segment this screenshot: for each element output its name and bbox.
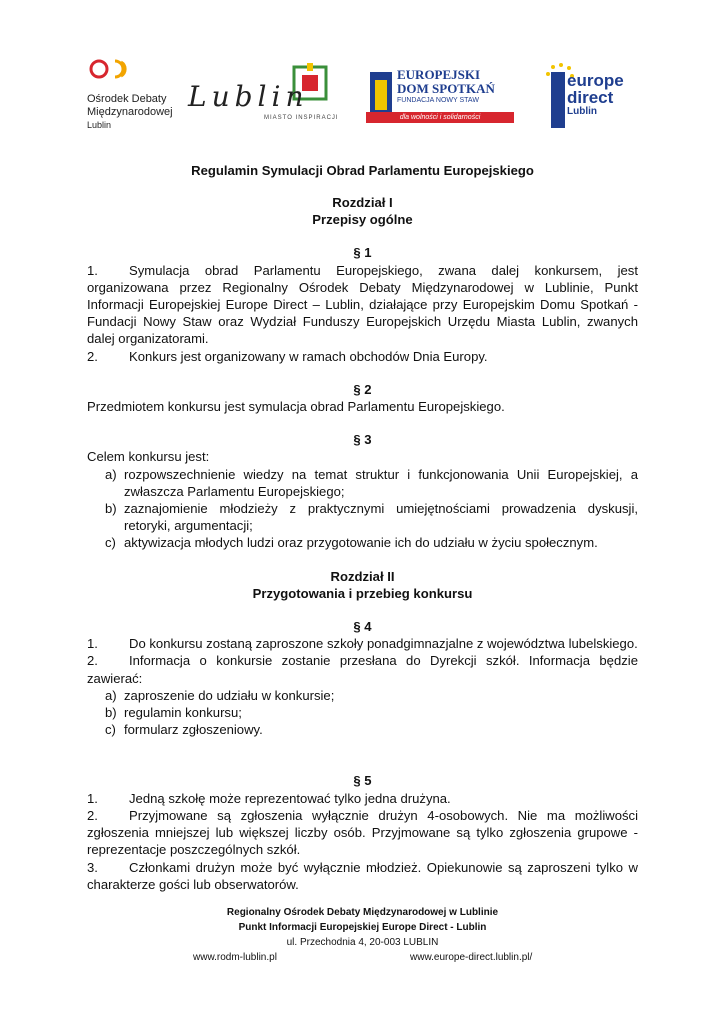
section-4-p2-number: 2. bbox=[87, 653, 98, 669]
section-1-heading: § 1 bbox=[353, 245, 372, 261]
section-5-p3-text: Członkami drużyn może być wyłącznie młodzież. Opiekunowie są zaproszeni tylko w charakterze gości lub obserwatorów. bbox=[87, 859, 638, 892]
section-5-p2-number: 2. bbox=[87, 807, 98, 823]
chapter-2-subtitle: Przygotowania i przebieg konkursu bbox=[252, 585, 473, 601]
rodm-line2: Międzynarodowej bbox=[87, 106, 173, 118]
list-item-label: b) bbox=[105, 705, 117, 721]
rodm-logo-mark-icon bbox=[88, 58, 133, 84]
logo-bar bbox=[0, 58, 725, 138]
list-item-label: c) bbox=[105, 535, 116, 551]
eds-logo bbox=[366, 68, 516, 128]
footer-links bbox=[0, 950, 725, 965]
section-5-p1-number: 1. bbox=[87, 790, 98, 806]
section-5-paragraph-3 bbox=[87, 859, 638, 893]
list-item-text: zaproszenie do udziału w konkursie; bbox=[124, 687, 335, 703]
list-item-text: rozpowszechnienie wiedzy na temat struktur i funkcjonowania Unii Europejskiej, a zwłaszcza Parlamentu Europejskiego; bbox=[124, 466, 638, 499]
ed-line3: Lublin bbox=[567, 106, 597, 117]
document-body bbox=[87, 160, 638, 893]
section-3-heading: § 3 bbox=[353, 432, 372, 448]
ed-line2: direct bbox=[567, 88, 614, 107]
section-1-paragraph-2 bbox=[87, 348, 638, 365]
list-item bbox=[105, 534, 638, 551]
chapter-1-subtitle: Przepisy ogólne bbox=[312, 212, 413, 228]
section-1-p1-text: Symulacja obrad Parlamentu Europejskiego, zwana dalej konkursem, jest organizowana przez Regionalny Ośrodek Debaty Międzynarodowej w Lublinie, Punkt Informacji Europejskiej Europe Direct – Lublin, działające przy Europejskim Domu Spotkań - Fundacji Nowy Staw oraz Wydział Funduszy Europejskich Urzędu Miasta Lublin, zwanych dalej organizatorami. bbox=[87, 262, 638, 347]
lublin-name: Lublin bbox=[188, 80, 309, 113]
eds-line2: DOM SPOTKAŃ bbox=[397, 81, 495, 96]
list-item-text: aktywizacja młodych ludzi oraz przygotowanie ich do udziału w życiu społecznym. bbox=[124, 535, 598, 551]
chapter-2-title: Rozdział II bbox=[330, 568, 395, 584]
lublin-tagline: MIASTO INSPIRACJI bbox=[264, 115, 339, 121]
section-5-p2-text: Przyjmowane są zgłoszenia wyłącznie drużyn 4-osobowych. Nie ma możliwości zgłoszenia mniejszej lub większej liczby osób. Przyjmowane są tylko zgłoszenia grupowe - reprezentacje poszczególnych szkół. bbox=[87, 807, 638, 858]
document-title: Regulamin Symulacji Obrad Parlamentu Europejskiego bbox=[191, 163, 534, 178]
section-3-intro: Celem konkursu jest: bbox=[87, 449, 210, 465]
list-item-label: c) bbox=[105, 722, 116, 738]
page-footer bbox=[0, 905, 725, 965]
section-5-p1-text: Jedną szkołę może reprezentować tylko jedna drużyna. bbox=[129, 790, 451, 806]
section-4-p1-number: 1. bbox=[87, 636, 98, 652]
section-2-paragraph: Przedmiotem konkursu jest symulacja obrad Parlamentu Europejskiego. bbox=[87, 399, 505, 415]
list-item bbox=[105, 721, 638, 738]
footer-line1: Regionalny Ośrodek Debaty Międzynarodowej w Lublinie bbox=[226, 907, 499, 918]
chapter-1-title: Rozdział I bbox=[332, 195, 393, 210]
section-1-p2-text: Konkurs jest organizowany w ramach obchodów Dnia Europy. bbox=[129, 348, 488, 364]
section-4-heading: § 4 bbox=[353, 619, 372, 635]
ed-line1: europe bbox=[567, 71, 624, 90]
list-item-label: a) bbox=[105, 466, 117, 482]
list-item-label: b) bbox=[105, 501, 117, 517]
rodm-line1: Ośrodek Debaty bbox=[87, 93, 167, 105]
eds-line1: EUROPEJSKI bbox=[397, 67, 481, 82]
list-item-text: regulamin konkursu; bbox=[124, 705, 242, 721]
section-5-p3-number: 3. bbox=[87, 859, 98, 875]
section-4-paragraph-2 bbox=[87, 652, 638, 686]
section-4-list bbox=[87, 687, 638, 739]
section-5-paragraph-1 bbox=[87, 790, 638, 807]
section-1-p2-number: 2. bbox=[87, 348, 98, 364]
section-2-heading: § 2 bbox=[353, 381, 372, 397]
eds-line4: dla wolności i solidarności bbox=[366, 112, 514, 123]
list-item bbox=[105, 687, 638, 704]
section-4-p2-text: Informacja o konkursie zostanie przesłana do Dyrekcji szkół. Informacja będzie zawierać: bbox=[87, 653, 638, 686]
lublin-logo bbox=[180, 58, 340, 128]
section-1-p1-number: 1. bbox=[87, 262, 98, 278]
section-1-paragraph-1 bbox=[87, 262, 638, 348]
rodm-line3: Lublin bbox=[87, 120, 112, 130]
rodm-logo bbox=[87, 58, 187, 138]
list-item-text: zaznajomienie młodzieży z praktycznymi umiejętnościami prowadzenia dyskusji, retoryki, argumentacji; bbox=[124, 501, 638, 534]
europe-direct-logo bbox=[545, 62, 635, 136]
list-item bbox=[105, 704, 638, 721]
footer-www-europe-direct[interactable]: www.europe-direct.lublin.pl/ bbox=[410, 952, 533, 963]
list-item-text: formularz zgłoszeniowy. bbox=[124, 722, 263, 738]
section-3-list bbox=[87, 466, 638, 552]
footer-line2: Punkt Informacji Europejskiej Europe Direct - Lublin bbox=[238, 922, 487, 933]
footer-address: ul. Przechodnia 4, 20-003 LUBLIN bbox=[286, 937, 439, 948]
footer-www-rodm[interactable]: www.rodm-lublin.pl bbox=[193, 952, 277, 963]
section-5-paragraph-2 bbox=[87, 807, 638, 859]
list-item-label: a) bbox=[105, 687, 117, 703]
section-5-heading: § 5 bbox=[353, 773, 372, 789]
list-item bbox=[105, 466, 638, 500]
section-4-paragraph-1 bbox=[87, 635, 638, 652]
eds-line3: FUNDACJA NOWY STAW bbox=[397, 97, 479, 104]
list-item bbox=[105, 500, 638, 534]
section-4-p1-text: Do konkursu zostaną zaproszone szkoły ponadgimnazjalne z województwa lubelskiego. bbox=[129, 636, 638, 652]
